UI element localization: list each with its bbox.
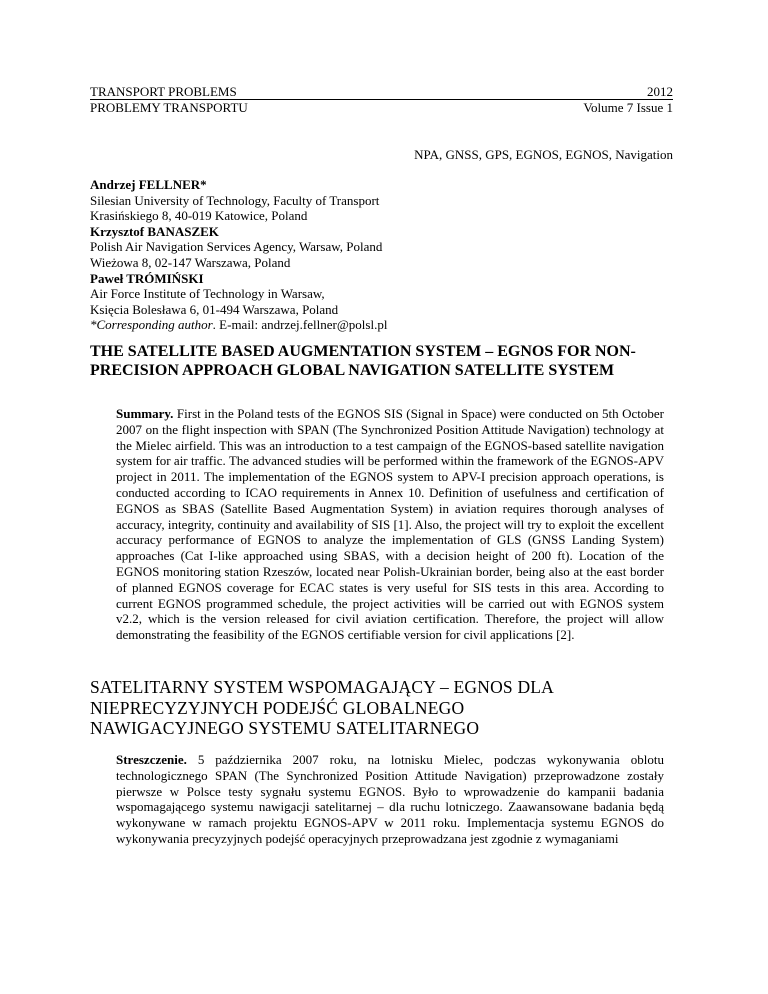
journal-year: 2012 xyxy=(647,84,673,99)
author-affiliation: Silesian University of Technology, Faculty of Transport xyxy=(90,192,380,208)
header-row-top xyxy=(90,84,673,100)
abstract-text: First in the Poland tests of the EGNOS SIS (Signal in Space) were conducted on 5th October 2007 on the flight inspection with SPAN (The Synchronized Position Attitude Navigation) technology at the Mielec airfield. This was an introduction to a test campaign of the EGNOS-based satellite navigation system for air traffic. The advanced studies will be performed within the framework of the EGNOS-APV project in 2011. The implementation of the EGNOS system to APV-I precision approach operations, is conducted according to ICAO requirements in Annex 10. Definition of usefulness and certification of EGNOS as SBAS (Satellite Based Augmentation System) in aviation requires thorough analyses of accuracy, integrity, continuity and availability of SIS [1]. Also, the project will try to exploit the excellent accuracy performance of EGNOS to analyze the implementation of GLS (GNSS Landing System) approaches (Cat I-like approached using SBAS, with a decision height of 200 ft). Location of the EGNOS monitoring station Rzeszów, located near Polish-Ukrainian border, being also at the east border of planned EGNOS coverage for ECAC states is very useful for SIS tests in this area. According to current EGNOS programmed schedule, the project activities will be carried out with EGNOS system v2.2, which is the version released for civil aviation certification. Therefore, the project will allow demonstrating the feasibility of the EGNOS certifiable version for civil applications [2]. xyxy=(116,406,664,643)
author-name: Paweł TRÓMIŃSKI xyxy=(90,270,204,286)
running-header xyxy=(90,84,673,115)
corresponding-author-email: . E-mail: andrzej.fellner@polsl.pl xyxy=(212,317,388,333)
author-address: Księcia Bolesława 6, 01-494 Warszawa, Poland xyxy=(90,301,339,317)
corresponding-author-line xyxy=(90,317,387,333)
journal-title-pl: PROBLEMY TRANSPORTU xyxy=(90,100,248,115)
author-affiliation: Polish Air Navigation Services Agency, Warsaw, Poland xyxy=(90,239,383,255)
abstract-label: Summary. xyxy=(116,406,174,421)
author-block xyxy=(90,177,387,333)
abstract-en xyxy=(116,406,664,643)
streszczenie-text: 5 października 2007 roku, na lotnisku Mielec, podczas wykonywania oblotu technologicznego SPAN (The Synchronized Position Attitude Navigation) przeprowadzone zostały pierwsze w Polsce testy sygnału systemu EGNOS. Było to wprowadzenie do kampanii badania wspomagającego systemu nawigacji satelitarnej – dla ruchu lotniczego. Zaawansowane badania będą wykonywane w ramach projektu EGNOS-APV w 2011 roku. Implementacja systemu EGNOS do wykonywania precyzyjnych podejść operacyjnych przeprowadzana jest zgodnie z wymaganiami xyxy=(116,752,664,846)
streszczenie-label: Streszczenie. xyxy=(116,752,187,767)
author-name: Krzysztof BANASZEK xyxy=(90,223,219,239)
paper-title-pl: SATELITARNY SYSTEM WSPOMAGAJĄCY – EGNOS DLA NIEPRECYZYJNYCH PODEJŚĆ GLOBALNEGO NAWIGACYJNEGO SYSTEMU SATELITARNEGO xyxy=(90,677,554,738)
keywords: NPA, GNSS, GPS, EGNOS, EGNOS, Navigation xyxy=(414,147,673,162)
corresponding-author-label: *Corresponding author xyxy=(90,317,213,333)
header-row-bottom xyxy=(90,100,673,115)
author-affiliation: Air Force Institute of Technology in Warsaw, xyxy=(90,286,325,302)
paper-title-en: THE SATELLITE BASED AUGMENTATION SYSTEM – EGNOS FOR NON-PRECISION APPROACH GLOBAL NAVIGATION SATELLITE SYSTEM xyxy=(90,343,636,379)
journal-title-en: TRANSPORT PROBLEMS xyxy=(90,84,237,99)
author-address: Wieżowa 8, 02-147 Warszawa, Poland xyxy=(90,254,291,270)
journal-volume: Volume 7 Issue 1 xyxy=(583,100,673,115)
author-address: Krasińskiego 8, 40-019 Katowice, Poland xyxy=(90,208,308,224)
abstract-pl xyxy=(116,752,664,847)
author-name: Andrzej FELLNER* xyxy=(90,177,207,192)
